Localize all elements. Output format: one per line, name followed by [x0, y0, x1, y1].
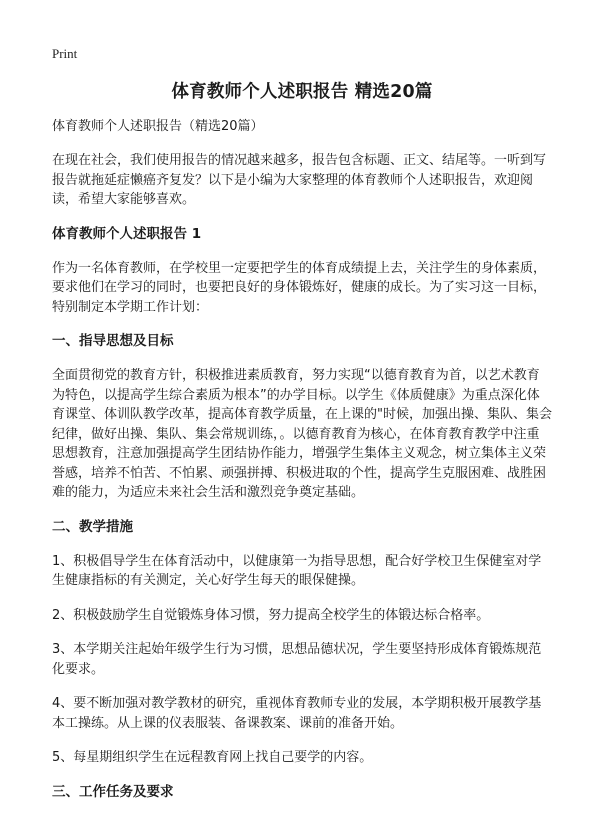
section-1-heading: 一、指导思想及目标 [52, 333, 174, 349]
report-1-intro: 作为一名体育教师，在学校里一定要把学生的体育成绩提上去，关注学生的身体素质，要求他们在学习的同时，也要把良好的身体锻炼好，健康的成长。为了实习这一目标，特别制定本学期工作计划： [52, 260, 547, 315]
measure-item: 3、本学期关注起始年级学生行为习惯，思想品德状况，学生要坚持形成体育锻炼规范化要求。 [52, 642, 542, 677]
section-2-heading: 二、教学措施 [52, 518, 133, 535]
document-subtitle: 体育教师个人述职报告（精选20篇） [52, 119, 264, 134]
intro-paragraph: 在现在社会，我们使用报告的情况越来越多，报告包含标题、正文、结尾等。一听到写报告就拖延症懒癌齐复发？以下是小编为大家整理的体育教师个人述职报告，欢迎阅读，希望大家能够喜欢。 [52, 153, 547, 207]
measure-item: 5、每星期组织学生在远程教育网上找自己要学的内容。 [52, 750, 373, 765]
document-title: 体育教师个人述职报告 精选20篇 [171, 82, 433, 102]
report-1-heading: 体育教师个人述职报告 1 [52, 225, 202, 242]
section-3-heading: 三、工作任务及要求 [52, 783, 174, 800]
print-link[interactable]: Print [52, 46, 78, 61]
measure-item: 2、积极鼓励学生自觉锻炼身体习惯，努力提高全校学生的体锻达标合格率。 [52, 607, 490, 623]
document-page [52, 78, 552, 817]
measure-item: 1、积极倡导学生在体育活动中，以健康第一为指导思想，配合好学校卫生保健室对学生健康指标的有关测定，关心好学生每天的眼保健操。 [52, 553, 542, 588]
section-1-body: 全面贯彻党的教育方针，积极推进素质教育，努力实现“以德育教育为首，以艺术教育为特色，以提高学生综合素质为根本”的办学目标。以学生《体质健康》为重点深化体育课堂、体训队教学改革，提高体育教学质量，在上课的"时候，加强出操、集队、集会纪律，做好出操、集队、集会常规训练，。以德育教育为核心，在体育教育教学中注重思想教育，注意加强提高学生团结协作能力，增强学生集体主义观念，树立集体主义荣誉感，培养不怕苦、不怕累、顽强拼搏、积极进取的个性，提高学生克服困难、战胜困难的能力，为适应未来社会生活和激烈竞争奠定基础。 [52, 368, 552, 500]
measure-item: 4、要不断加强对教学教材的研究，重视体育教师专业的发展，本学期积极开展教学基本工操练。从上课的仪表服装、备课教案、课前的准备开始。 [52, 696, 542, 731]
